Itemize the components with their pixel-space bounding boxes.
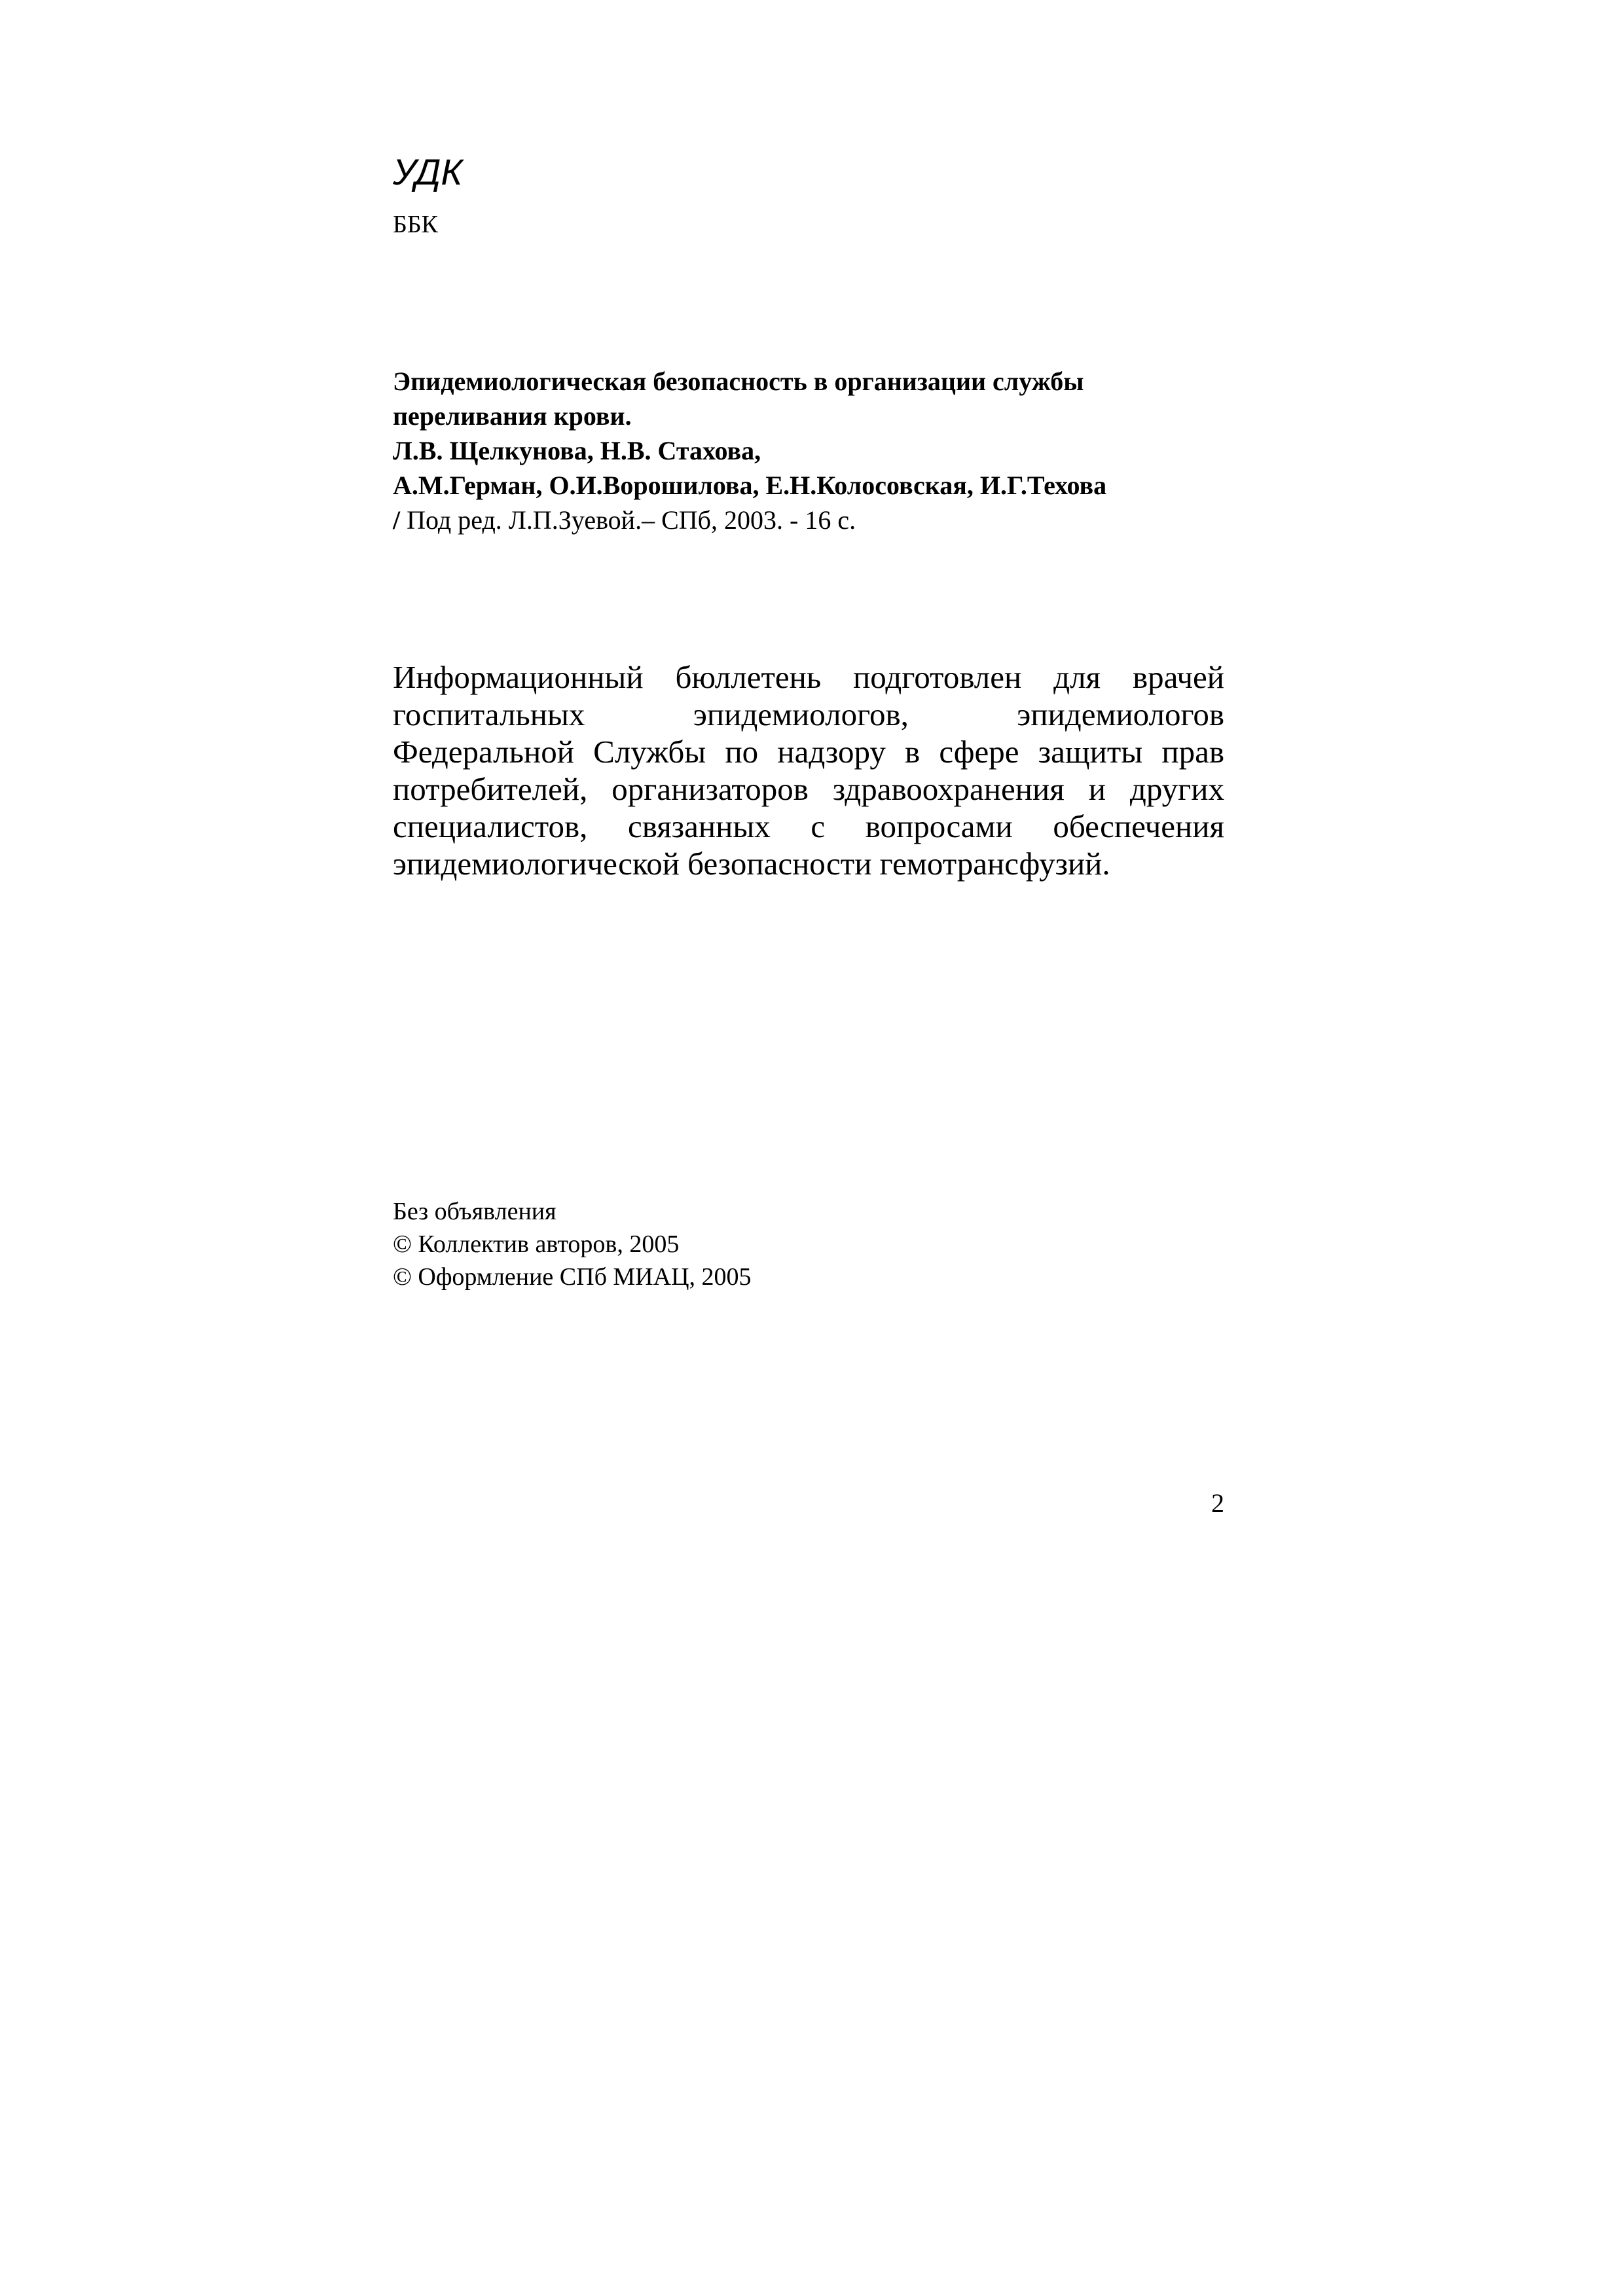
annotation-line: потребителей, организаторов здравоохранения и других xyxy=(393,771,1224,807)
annotation-line: госпитальных эпидемиологов, эпидемиологов xyxy=(393,696,1224,732)
authors-line-1: Л.В. Щелкунова, Н.В. Стахова, xyxy=(393,436,761,465)
edition-slash: / xyxy=(393,505,401,535)
bbk-label: ББК xyxy=(393,211,438,238)
title-line-1: Эпидемиологическая безопасность в организации службы xyxy=(393,367,1084,396)
bibliographic-description xyxy=(393,364,1224,537)
copyright-authors: © Коллектив авторов, 2005 xyxy=(393,1230,680,1258)
page-number: 2 xyxy=(1211,1488,1224,1518)
edition-text: Под ред. Л.П.Зуевой.– СПб, 2003. - 16 с. xyxy=(400,505,856,535)
title-line-2: переливания крови. xyxy=(393,401,632,431)
annotation-line: Информационный бюллетень подготовлен для врачей xyxy=(393,659,1224,695)
annotation-line: Федеральной Службы по надзору в сфере защиты прав xyxy=(393,734,1224,770)
imprint-notes xyxy=(393,1195,1224,1293)
annotation-paragraph xyxy=(393,658,1224,882)
copyright-design: © Оформление СПб МИАЦ, 2005 xyxy=(393,1263,752,1291)
no-announcement-note: Без объявления xyxy=(393,1198,556,1225)
annotation-line: эпидемиологической безопасности гемотрансфузий. xyxy=(393,846,1110,882)
annotation-line: специалистов, связанных с вопросами обеспечения xyxy=(393,808,1224,844)
udk-label: УДК xyxy=(393,151,463,192)
edition-line xyxy=(393,503,1224,537)
authors-line-2: А.М.Герман, О.И.Ворошилова, Е.Н.Колосовская, И.Г.Техова xyxy=(393,471,1107,500)
